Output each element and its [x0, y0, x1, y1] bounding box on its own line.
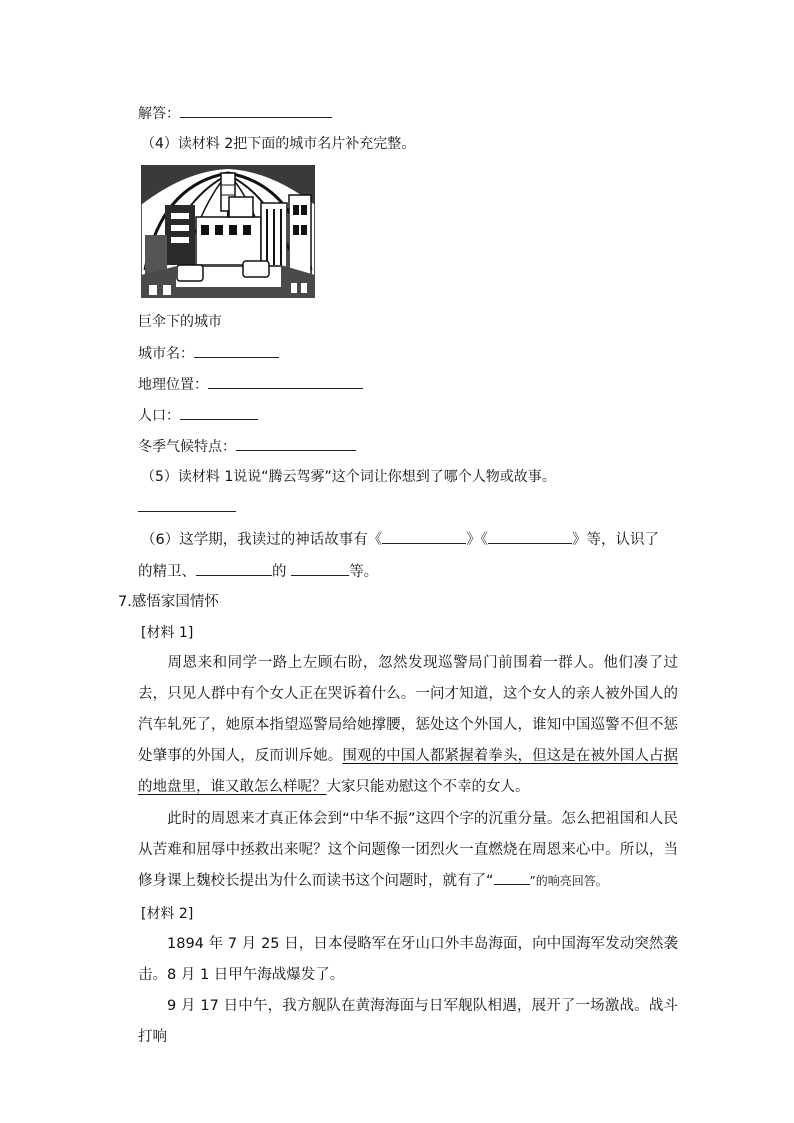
q6-line1: （6）这学期，我读过的神话故事有《 》《 》等，认识了	[141, 529, 659, 550]
q5-answer-line	[138, 497, 236, 518]
field-winter-climate: 冬季气候特点：	[138, 436, 356, 457]
q4-caption: 巨伞下的城市	[138, 314, 222, 330]
material2-paragraph1: 1894 年 7 月 25 日，日本侵略军在牙山口外丰岛海面，向中国海军发动突然袭击。8 月 1 日甲午海战爆发了。	[138, 936, 678, 983]
material1-paragraph2: 此时的周恩来才真正体会到“中华不振”这四个字的沉重分量。怎么把祖国和人民从苦难和屈辱中拯救出来呢？这个问题像一团烈火一直燃烧在周恩来心中。所以，当修身课上魏校长提出为什么而读书这个问题时，就有了“ ”的响亮回答。	[138, 811, 678, 889]
q6-line2: 的精卫、 的 等。	[138, 561, 378, 582]
material2-label: [材料 2]	[141, 906, 194, 922]
q5-prompt: （5）读材料 1说说“腾云驾雾”这个词让你想到了哪个人物或故事。	[141, 469, 556, 485]
character-2-blank[interactable]	[291, 561, 349, 576]
winter-climate-blank[interactable]	[236, 436, 356, 451]
myth-story-1-blank[interactable]	[382, 529, 466, 544]
answer-line	[138, 103, 332, 124]
section7-heading	[118, 592, 219, 612]
q5-blank[interactable]	[138, 497, 236, 512]
material2-paragraph2: 9 月 17 日中午，我方舰队在黄海海面与日军舰队相遇，展开了一场激战。战斗打响	[138, 998, 678, 1045]
answer-quote-blank[interactable]	[494, 870, 530, 885]
population-blank[interactable]	[180, 405, 258, 420]
location-blank[interactable]	[208, 374, 363, 389]
answer-label: 解答：	[138, 106, 180, 122]
field-location: 地理位置：	[138, 374, 363, 395]
section-title: 感悟家国情怀	[131, 594, 219, 610]
field-city-name: 城市名：	[138, 343, 279, 364]
umbrella-city-illustration	[141, 165, 315, 298]
myth-story-2-blank[interactable]	[488, 529, 572, 544]
city-name-blank[interactable]	[194, 343, 279, 358]
material1-label: [材料 1]	[141, 625, 194, 641]
answer-blank[interactable]	[180, 103, 332, 118]
section-number: 7.	[118, 594, 132, 610]
q4-prompt: （4）读材料 2把下面的城市名片补充完整。	[141, 136, 416, 152]
underlined-sentence: 围观的中国人都紧握着拳头，但这是在被外国人占据的地盘里，谁又敢怎么样呢？	[138, 748, 679, 795]
material1-paragraph1: 周恩来和同学一路上左顾右盼，忽然发现巡警局门前围着一群人。他们凑了过去，只见人群中有个女人正在哭诉着什么。一问才知道，这个女人的亲人被外国人的汽车轧死了，她原本指望巡警局给她撑腰，惩处这个外国人，谁知中国巡警不但不惩处肇事的外国人，反而训斥她。围观的中国人都紧握着拳头，但这是在被外国人占据的地盘里，谁又敢怎么样呢？大家只能劝慰这个不幸的女人。	[138, 655, 679, 795]
field-population: 人口：	[138, 405, 258, 426]
character-1-blank[interactable]	[196, 561, 272, 576]
